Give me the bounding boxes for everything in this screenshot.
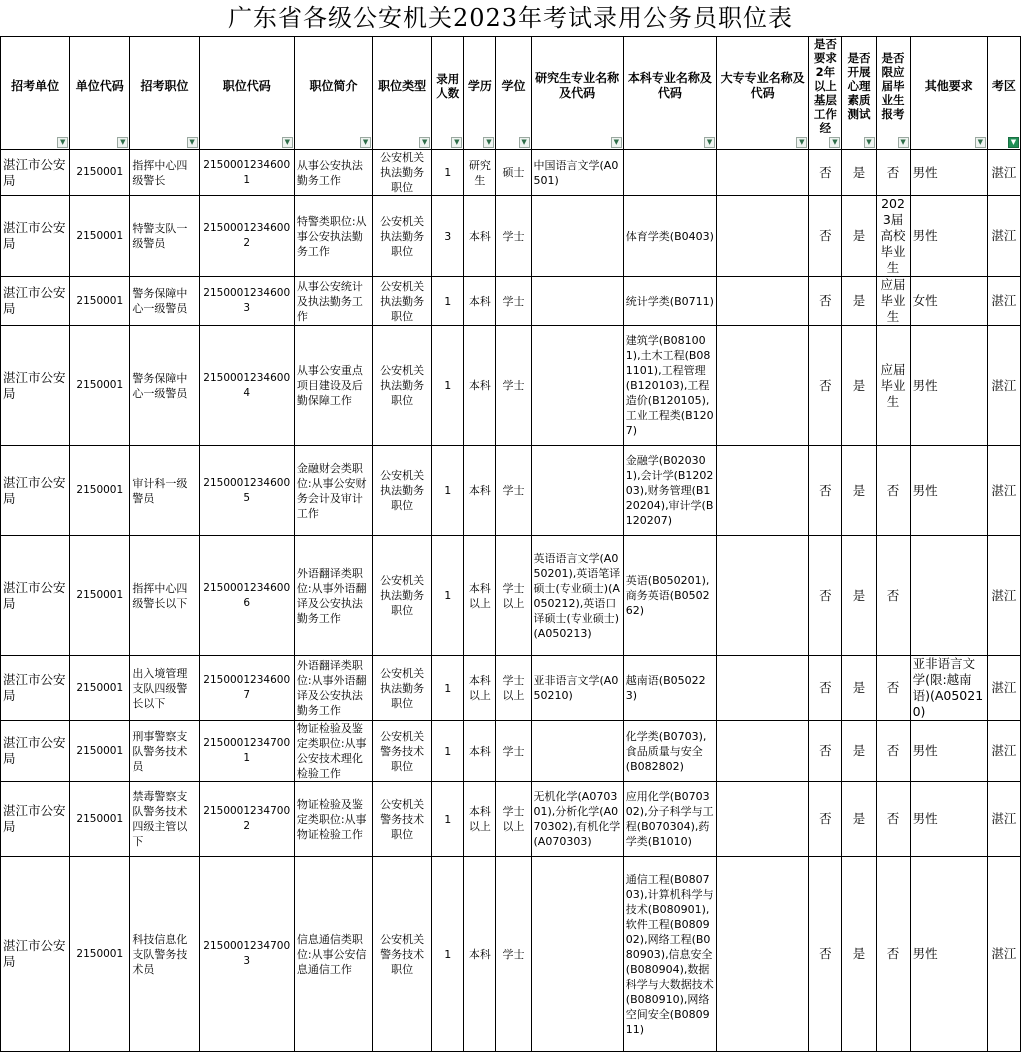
table-cell: 硕士 [496,150,531,196]
table-cell: 湛江市公安局 [1,196,70,277]
table-cell: 21500012346004 [199,326,294,446]
table-cell: 21500012346006 [199,536,294,656]
table-cell: 公安机关警务技术职位 [373,857,432,1052]
table-cell: 1 [432,326,464,446]
table-cell: 审计科一级警员 [130,446,199,536]
table-cell: 湛江 [987,857,1020,1052]
table-cell: 本科以上 [464,782,496,857]
table-cell: 湛江 [987,150,1020,196]
dropdown-arrow-icon[interactable]: ▼ [898,137,909,148]
table-cell: 湛江市公安局 [1,857,70,1052]
table-cell: 公安机关执法勤务职位 [373,326,432,446]
table-cell: 男性 [910,857,987,1052]
table-cell: 湛江市公安局 [1,536,70,656]
table-cell: 21500012346005 [199,446,294,536]
table-cell [531,721,623,782]
table-cell: 从事公安统计及执法勤务工作 [294,277,372,326]
column-header [199,37,294,150]
table-cell: 男性 [910,326,987,446]
table-cell: 男性 [910,150,987,196]
column-header [623,37,716,150]
table-cell: 1 [432,782,464,857]
dropdown-arrow-icon[interactable]: ▼ [57,137,68,148]
table-cell: 1 [432,857,464,1052]
table-cell: 本科 [464,721,496,782]
table-cell: 否 [809,150,842,196]
table-cell: 2150001 [70,326,130,446]
table-cell: 1 [432,446,464,536]
page-title: 广东省各级公安机关2023年考试录用公务员职位表 [227,4,794,32]
column-header [842,37,876,150]
table-cell: 科技信息化支队警务技术员 [130,857,199,1052]
table-row [1,326,1021,446]
table-cell: 2150001 [70,196,130,277]
column-header [531,37,623,150]
table-cell [717,721,809,782]
table-cell: 外语翻译类职位:从事外语翻译及公安执法勤务工作 [294,656,372,721]
table-cell: 1 [432,721,464,782]
table-cell: 亚非语言文学(A050210) [531,656,623,721]
dropdown-arrow-icon[interactable]: ▼ [187,137,198,148]
table-cell: 否 [809,277,842,326]
column-header-label: 职位简介 [309,78,358,93]
table-cell: 特警支队一级警员 [130,196,199,277]
table-cell: 男性 [910,446,987,536]
table-cell: 男性 [910,196,987,277]
dropdown-arrow-icon[interactable]: ▼ [519,137,530,148]
table-cell: 学士 [496,446,531,536]
table-cell: 否 [809,782,842,857]
table-cell [717,656,809,721]
table-cell: 出入境管理支队四级警长以下 [130,656,199,721]
table-cell: 公安机关执法勤务职位 [373,536,432,656]
table-cell: 无机化学(A070301),分析化学(A070302),有机化学(A070303) [531,782,623,857]
table-cell: 湛江市公安局 [1,150,70,196]
table-cell: 湛江 [987,446,1020,536]
table-cell: 男性 [910,721,987,782]
table-cell: 公安机关执法勤务职位 [373,656,432,721]
table-cell: 本科 [464,277,496,326]
table-cell: 是 [842,150,876,196]
table-cell [531,446,623,536]
table-cell: 应届毕业生 [876,326,910,446]
table-cell: 女性 [910,277,987,326]
table-cell: 2150001 [70,782,130,857]
column-header [432,37,464,150]
table-cell: 应用化学(B070302),分子科学与工程(B070304),药学类(B1010) [623,782,716,857]
table-cell: 公安机关警务技术职位 [373,782,432,857]
dropdown-arrow-icon[interactable]: ▼ [282,137,293,148]
table-cell: 学士 [496,277,531,326]
table-cell: 21500012346002 [199,196,294,277]
table-cell: 1 [432,277,464,326]
table-cell: 21500012346007 [199,656,294,721]
header-row [1,37,1021,150]
table-cell: 警务保障中心一级警员 [130,277,199,326]
table-cell: 信息通信类职位:从事公安信息通信工作 [294,857,372,1052]
table-cell: 通信工程(B080703),计算机科学与技术(B080901),软件工程(B080902),网络工程(B080903),信息安全(B080904),数据科学与大数据技术(B080910),网络空间安全(B080911) [623,857,716,1052]
table-cell: 2150001 [70,446,130,536]
table-cell: 中国语言文学(A0501) [531,150,623,196]
column-header-label: 职位类型 [378,78,427,93]
table-cell: 1 [432,150,464,196]
table-row [1,782,1021,857]
column-header [496,37,531,150]
table-cell: 学士以上 [496,536,531,656]
table-cell: 湛江 [987,277,1020,326]
table-cell: 是 [842,446,876,536]
table-cell: 学士 [496,857,531,1052]
table-cell: 否 [809,536,842,656]
table-cell: 是 [842,656,876,721]
dropdown-arrow-icon[interactable]: ▼ [419,137,430,148]
column-header [717,37,809,150]
table-cell: 学士 [496,326,531,446]
table-cell [531,196,623,277]
table-row [1,656,1021,721]
table-cell: 2150001 [70,150,130,196]
column-header-label: 学位 [501,78,526,93]
table-cell: 2150001 [70,277,130,326]
table-cell: 2150001 [70,857,130,1052]
table-cell: 是 [842,536,876,656]
table-cell: 本科 [464,446,496,536]
table-cell [717,196,809,277]
table-cell: 湛江市公安局 [1,721,70,782]
column-header [1,37,70,150]
table-cell: 男性 [910,782,987,857]
column-header-label: 是否限应届毕业生报考 [881,51,905,121]
funnel-icon[interactable]: ▼ [1008,137,1019,148]
table-cell: 否 [809,721,842,782]
table-cell: 禁毒警察支队警务技术四级主管以下 [130,782,199,857]
table-cell: 学士以上 [496,782,531,857]
table-row [1,150,1021,196]
table-cell: 本科 [464,857,496,1052]
table-cell: 统计学类(B0711) [623,277,716,326]
dropdown-arrow-icon[interactable]: ▼ [611,137,622,148]
table-cell: 金融财会类职位:从事公安财务会计及审计工作 [294,446,372,536]
table-cell: 学士以上 [496,656,531,721]
dropdown-arrow-icon[interactable]: ▼ [796,137,807,148]
column-header [294,37,372,150]
table-cell: 英语语言文学(A050201),英语笔译硕士(专业硕士)(A050212),英语口译硕士(专业硕士)(A050213) [531,536,623,656]
table-cell: 英语(B050201),商务英语(B050262) [623,536,716,656]
table-cell: 从事公安重点项目建设及后勤保障工作 [294,326,372,446]
table-cell: 否 [876,656,910,721]
table-cell: 否 [809,446,842,536]
table-cell: 学士 [496,196,531,277]
table-cell: 湛江市公安局 [1,656,70,721]
table-cell: 否 [876,782,910,857]
table-cell: 本科以上 [464,656,496,721]
column-header-label: 录用人数 [436,72,460,100]
table-row [1,446,1021,536]
table-cell [623,150,716,196]
column-header-label: 职位代码 [222,78,271,93]
table-cell [910,536,987,656]
table-cell: 否 [876,857,910,1052]
table-cell [531,857,623,1052]
table-cell: 物证检验及鉴定类职位:从事物证检验工作 [294,782,372,857]
table-cell: 外语翻译类职位:从事外语翻译及公安执法勤务工作 [294,536,372,656]
table-row [1,277,1021,326]
table-cell [717,446,809,536]
column-header-label: 招考职位 [140,78,189,93]
table-body [1,150,1021,1052]
column-header [464,37,496,150]
table-cell: 研究生 [464,150,496,196]
table-cell: 警务保障中心一级警员 [130,326,199,446]
column-header [373,37,432,150]
table-cell: 2150001 [70,721,130,782]
table-cell: 否 [876,721,910,782]
table-cell: 21500012346001 [199,150,294,196]
table-cell: 湛江市公安局 [1,277,70,326]
column-header [809,37,842,150]
table-cell [717,277,809,326]
table-cell: 公安机关执法勤务职位 [373,196,432,277]
table-cell: 1 [432,656,464,721]
table-cell [717,782,809,857]
dropdown-arrow-icon[interactable]: ▼ [975,137,986,148]
column-header-label: 单位代码 [75,78,124,93]
table-cell: 否 [809,326,842,446]
table-cell: 湛江 [987,721,1020,782]
table-cell: 物证检验及鉴定类职位:从事公安技术理化检验工作 [294,721,372,782]
table-cell: 否 [876,150,910,196]
table-row [1,536,1021,656]
table-cell: 湛江 [987,326,1020,446]
table-cell: 本科以上 [464,536,496,656]
table-cell: 湛江市公安局 [1,782,70,857]
table-cell: 21500012346003 [199,277,294,326]
table-cell: 应届毕业生 [876,277,910,326]
position-table [0,36,1021,1052]
table-cell: 特警类职位:从事公安执法勤务工作 [294,196,372,277]
table-cell: 公安机关执法勤务职位 [373,446,432,536]
table-cell: 否 [809,196,842,277]
column-header [987,37,1020,150]
dropdown-arrow-icon[interactable]: ▼ [451,137,462,148]
table-cell: 是 [842,782,876,857]
column-header-label: 是否开展心理素质测试 [847,51,871,121]
table-cell: 湛江 [987,196,1020,277]
table-row [1,721,1021,782]
table-cell: 化学类(B0703),食品质量与安全(B082802) [623,721,716,782]
table-cell: 是 [842,721,876,782]
table-cell: 学士 [496,721,531,782]
table-cell: 湛江市公安局 [1,446,70,536]
table-cell [531,277,623,326]
table-cell: 2150001 [70,536,130,656]
table-cell: 金融学(B020301),会计学(B120203),财务管理(B120204),审计学(B120207) [623,446,716,536]
table-cell [531,326,623,446]
table-cell [717,150,809,196]
column-header-label: 本科专业名称及代码 [627,71,712,100]
column-header-label: 是否要求2年以上基层工作经 [813,37,837,135]
column-header-label: 研究生专业名称及代码 [535,71,620,100]
table-cell: 指挥中心四级警长以下 [130,536,199,656]
table-cell: 是 [842,857,876,1052]
table-cell [717,536,809,656]
table-cell: 21500012347003 [199,857,294,1052]
table-cell: 本科 [464,196,496,277]
table-cell: 是 [842,196,876,277]
table-cell: 体育学类(B0403) [623,196,716,277]
dropdown-arrow-icon[interactable]: ▼ [864,137,875,148]
table-row [1,857,1021,1052]
table-cell: 是 [842,277,876,326]
column-header [876,37,910,150]
column-header [130,37,199,150]
table-cell: 21500012347001 [199,721,294,782]
dropdown-arrow-icon[interactable]: ▼ [360,137,371,148]
column-header-label: 学历 [467,78,492,93]
table-cell: 越南语(B050223) [623,656,716,721]
table-cell [717,857,809,1052]
dropdown-arrow-icon[interactable]: ▼ [829,137,840,148]
table-cell: 建筑学(B081001),土木工程(B081101),工程管理(B120103),工程造价(B120105),工业工程类(B1207) [623,326,716,446]
table-cell: 从事公安执法勤务工作 [294,150,372,196]
dropdown-arrow-icon[interactable]: ▼ [117,137,128,148]
column-header [70,37,130,150]
table-cell: 否 [876,446,910,536]
table-cell: 亚非语言文学(限:越南语)(A050210) [910,656,987,721]
table-cell: 刑事警察支队警务技术员 [130,721,199,782]
table-cell: 本科 [464,326,496,446]
column-header [910,37,987,150]
table-cell: 2150001 [70,656,130,721]
table-cell: 公安机关执法勤务职位 [373,150,432,196]
table-cell: 否 [809,656,842,721]
table-cell: 1 [432,536,464,656]
table-cell: 2023届高校毕业生 [876,196,910,277]
table-cell: 是 [842,326,876,446]
table-cell: 否 [876,536,910,656]
table-cell: 湛江 [987,656,1020,721]
dropdown-arrow-icon[interactable]: ▼ [704,137,715,148]
table-cell: 21500012347002 [199,782,294,857]
table-cell [717,326,809,446]
table-cell: 公安机关警务技术职位 [373,721,432,782]
column-header-label: 其他要求 [924,78,973,93]
table-cell: 湛江市公安局 [1,326,70,446]
table-cell: 3 [432,196,464,277]
dropdown-arrow-icon[interactable]: ▼ [483,137,494,148]
column-header-label: 招考单位 [11,78,60,93]
table-cell: 湛江 [987,536,1020,656]
table-cell: 指挥中心四级警长 [130,150,199,196]
table-cell: 湛江 [987,782,1020,857]
column-header-label: 考区 [991,78,1016,93]
column-header-label: 大专专业名称及代码 [720,71,805,100]
table-cell: 公安机关执法勤务职位 [373,277,432,326]
table-row [1,196,1021,277]
table-cell: 否 [809,857,842,1052]
